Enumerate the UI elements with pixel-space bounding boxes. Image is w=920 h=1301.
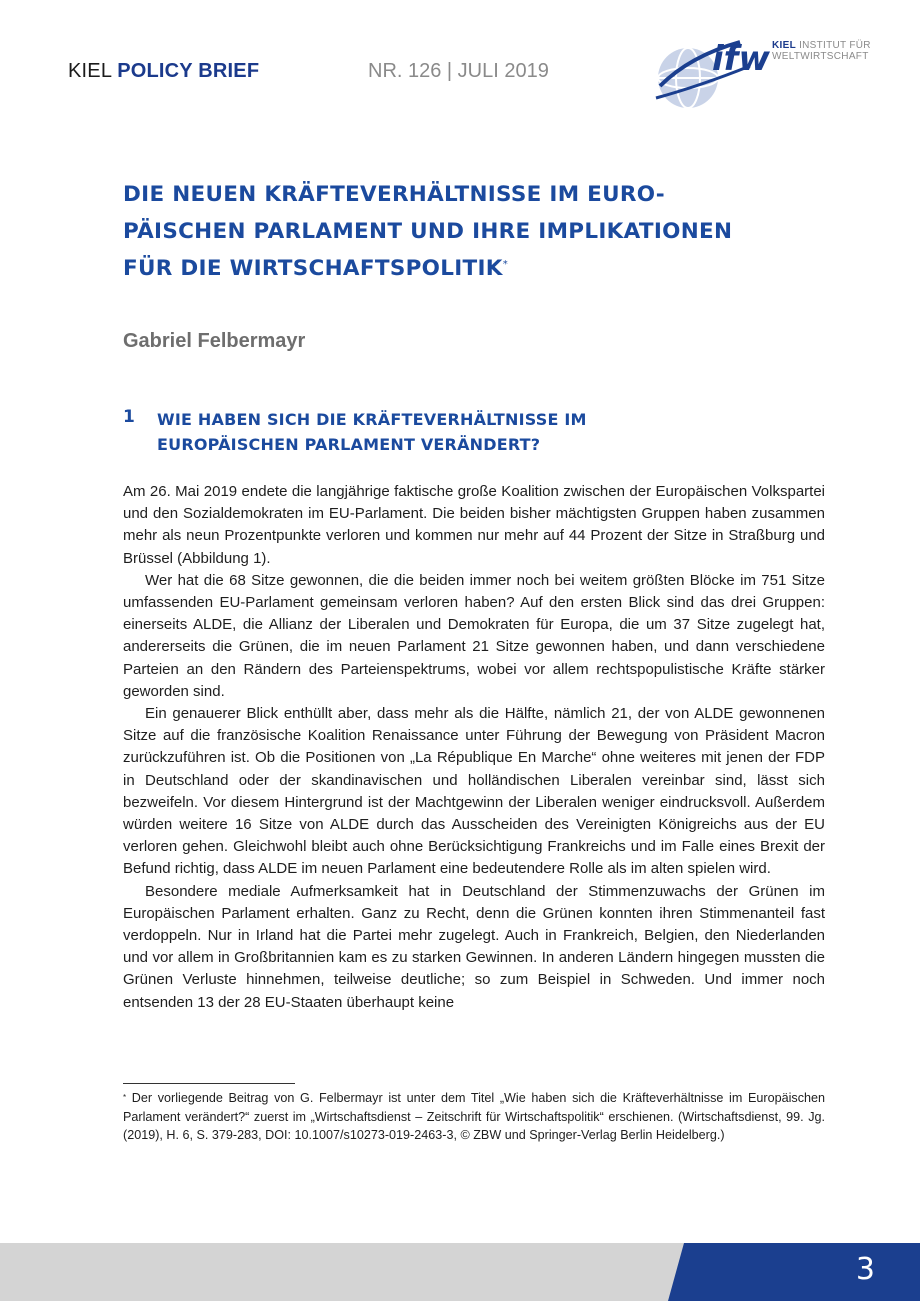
title-footnote-marker: * [502, 259, 509, 270]
author-name: Gabriel Felbermayr [123, 330, 306, 352]
logo-mark: ifw [712, 39, 770, 79]
paragraph: Ein genauerer Blick enthüllt aber, dass mehr als die Hälfte, nämlich 21, der von ALDE gewonnenen Sitze auf die französische Koalition Renaissance unter Führung der Bewegung von Präsident Macron zurückzuführen ist. Ob die Positionen von „La République En Marche“ ohne weiteres mit jenen der FDP in Deutschland oder der skandinavischen und holländischen Liberalen vereinbar sind, lässt sich bezweifeln. Vor diesem Hintergrund ist der Machtgewinn der Liberalen weniger eindrucksvoll. Außerdem würden weitere 16 Sitze von ALDE durch das Ausscheiden des Vereinigten Königreichs aus der EU verloren gehen. Gleichwohl bleibt auch ohne Berücksichtigung Frankreichs und im Falle eines Brexit der Befund richtig, dass ALDE im neuen Parlament eine bedeutendere Rolle als im alten spielen wird. [123, 705, 825, 878]
footnote [123, 1089, 825, 1145]
institute-name-bold: KIEL [772, 40, 796, 51]
series-name-light: KIEL [68, 60, 118, 82]
footnote-divider [123, 1083, 295, 1084]
series-name [68, 60, 259, 83]
title-line-1: DIE NEUEN KRÄFTEVERHÄLTNISSE IM EURO- [123, 182, 665, 207]
section-heading-line-2: EUROPÄISCHEN PARLAMENT VERÄNDERT? [157, 435, 541, 454]
page-number: 3 [855, 1252, 875, 1287]
title-line-3: FÜR DIE WIRTSCHAFTSPOLITIK [123, 256, 503, 281]
body-text [123, 481, 825, 1014]
institute-name-line2: WELTWIRTSCHAFT [772, 51, 869, 62]
paragraph: Besondere mediale Aufmerksamkeit hat in Deutschland der Stimmenzuwachs der Grünen im Europäischen Parlament erhalten. Ganz zu Recht, denn die Grünen konnten ihren Stimmenanteil fast verdoppeln. Nur in Irland hat die Partei mehr zugelegt. Auch in Frankreich, Belgien, den Niederlanden und vor allem in Großbritannien kam es zu starken Gewinnen. In anderen Ländern hingegen mussten die Grünen Verluste hinnehmen, teilweise deutliche; so zum Beispiel in Schweden. Und immer noch entsenden 13 der 28 EU-Staaten überhaupt keine [123, 882, 825, 1011]
institute-name [772, 40, 871, 62]
issue-number: NR. 126 | JULI 2019 [368, 60, 549, 82]
footnote-marker: * [123, 1093, 127, 1102]
paragraph: Am 26. Mai 2019 endete die langjährige faktische große Koalition zwischen der Europäischen Volkspartei und den Sozialdemokraten im EU-Parlament. Die beiden bisher mächtigsten Gruppen haben zusammen mehr als neun Prozentpunkte verloren und kommen nur mehr auf 44 Prozent der Sitze in Straßburg und Brüssel (Abbildung 1). [123, 483, 825, 567]
title-line-2: PÄISCHEN PARLAMENT UND IHRE IMPLIKATIONEN [123, 219, 733, 244]
paragraph: Wer hat die 68 Sitze gewonnen, die die beiden immer noch bei weitem größten Blöcke im 751 Sitze umfassenden EU-Parlament gemeinsam verloren haben? Auf den ersten Blick sind das drei Gruppen: einerseits ALDE, die Allianz der Liberalen und Demokraten für Europa, die um 37 Sitze zugelegt hat, andererseits die Grünen, die im neuen Parlament 21 Sitze gewonnen haben, und dann verschiedene Parteien an den Rändern des Parteienspektrums, wobei vor allem rechtspopulistische Kräfte stärker geworden sind. [123, 571, 825, 700]
series-name-bold: POLICY BRIEF [117, 60, 260, 82]
section-number: 1 [123, 407, 135, 427]
section-heading-line-1: WIE HABEN SICH DIE KRÄFTEVERHÄLTNISSE IM [157, 410, 587, 429]
institute-name-rest: INSTITUT FÜR [795, 40, 871, 51]
document-title [123, 176, 843, 287]
footnote-text: Der vorliegende Beitrag von G. Felbermayr ist unter dem Titel „Wie haben sich die Kräfteverhältnisse im Europäischen Parlament verändert?“ zuerst im „Wirtschaftsdienst – Zeitschrift für Wirtschaftspolitik“ erschienen. (Wirtschaftsdienst, 99. Jg. (2019), H. 6, S. 379-283, DOI: 10.1007/s10273-019-2463-3, © ZBW und Springer-Verlag Berlin Heidelberg.) [123, 1091, 826, 1143]
footer-page-tab [0, 1243, 920, 1301]
section-heading [157, 407, 757, 457]
